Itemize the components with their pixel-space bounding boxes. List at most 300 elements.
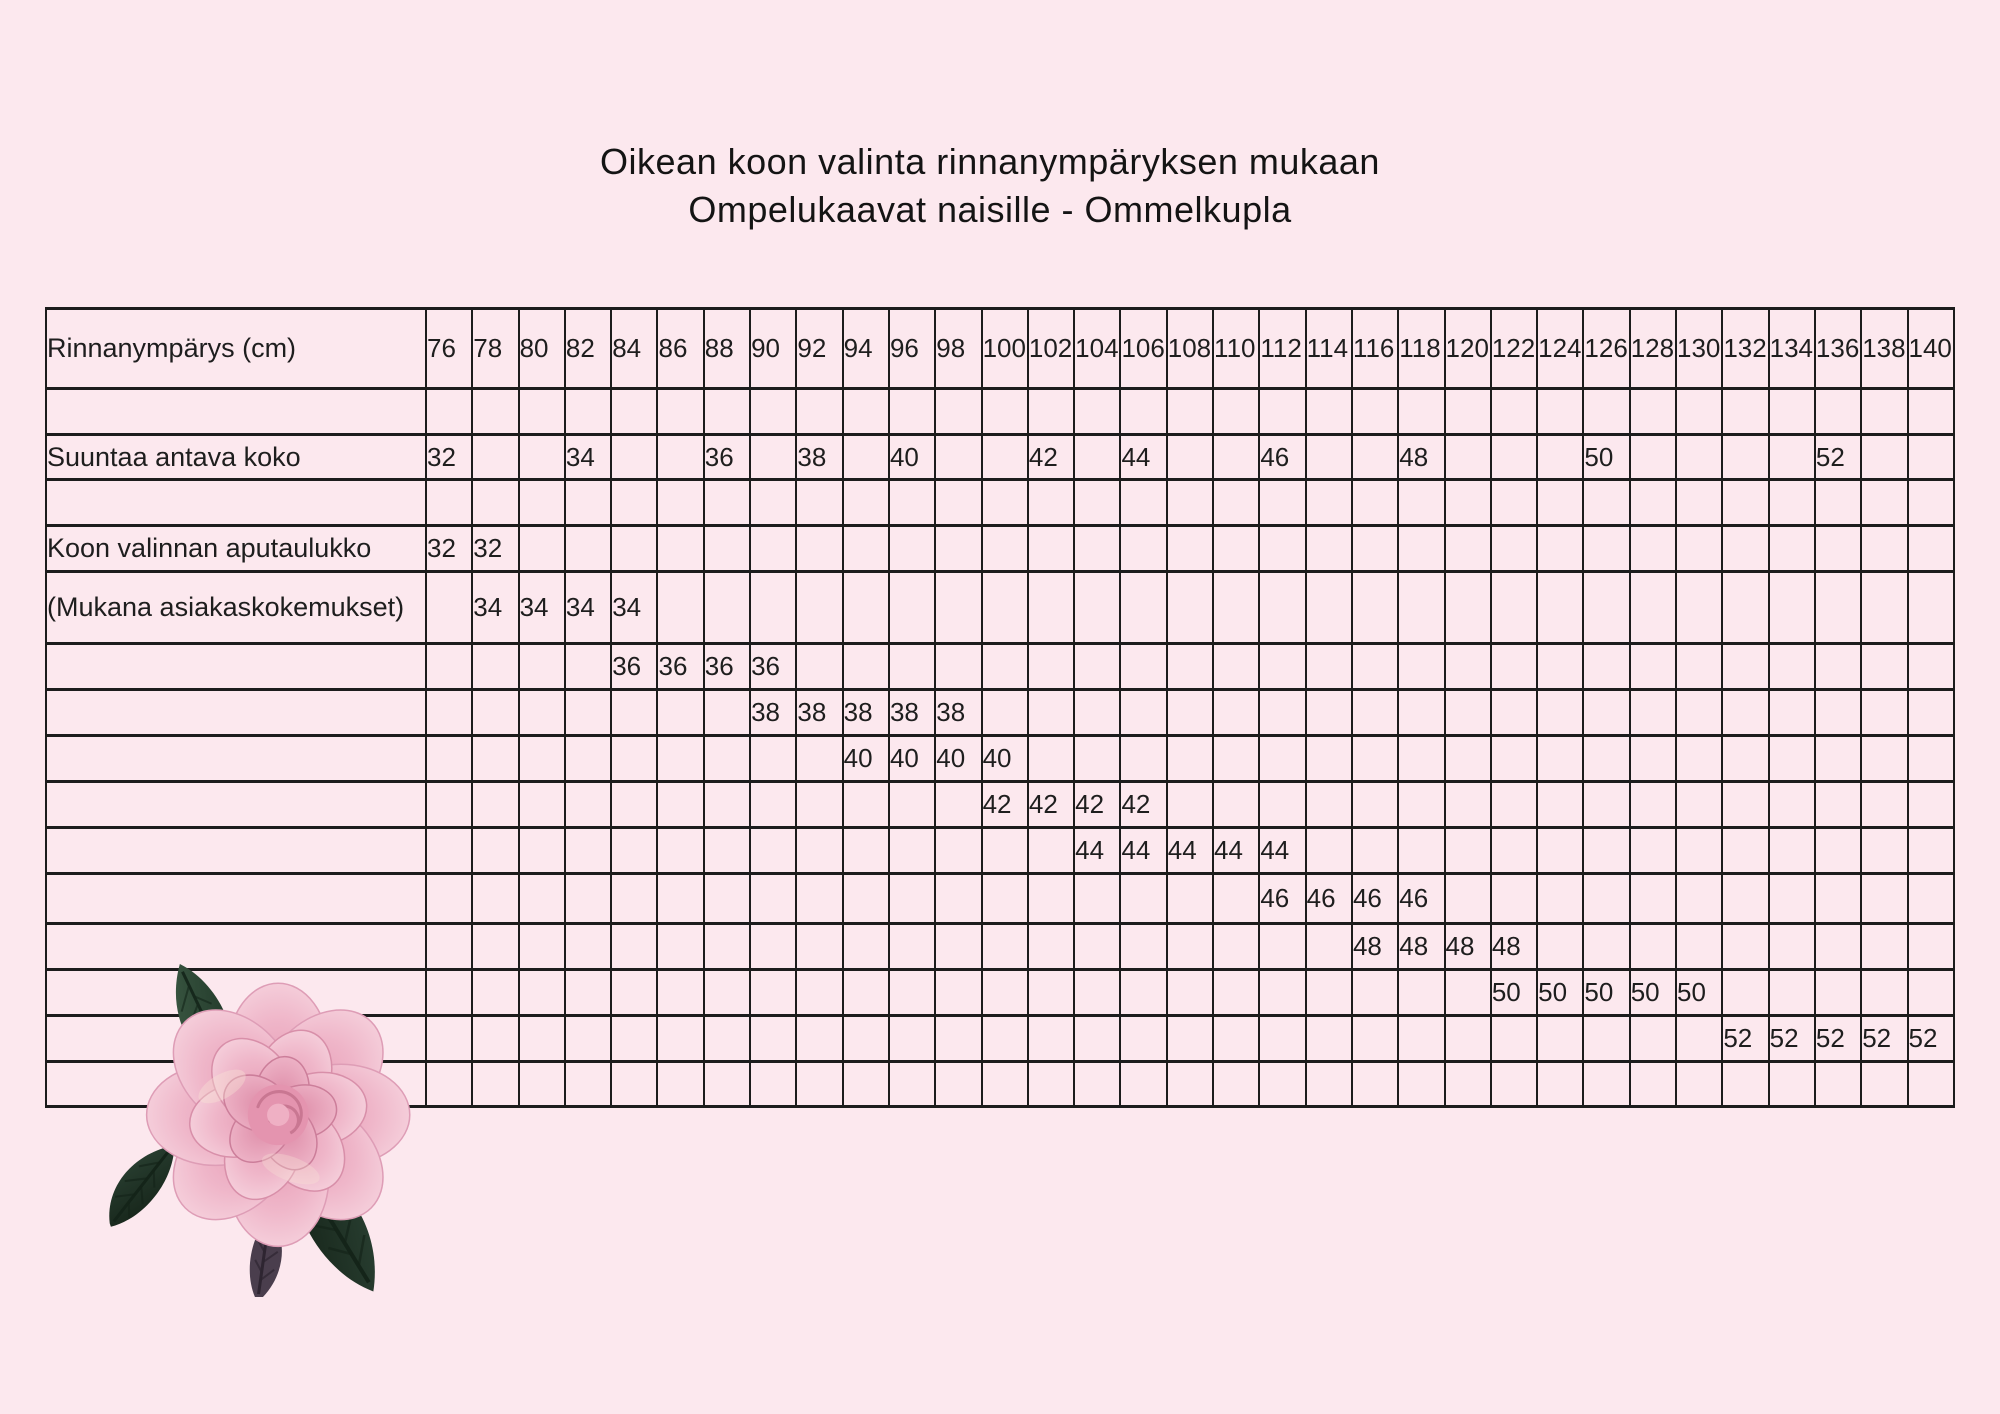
size-cell-96	[889, 480, 935, 526]
size-cell-90	[750, 435, 796, 480]
size-cell-138	[1861, 736, 1907, 782]
size-cell-78	[472, 924, 518, 970]
size-cell-128	[1630, 690, 1676, 736]
size-cell-124: 50	[1537, 970, 1583, 1016]
size-cell-92	[796, 970, 842, 1016]
size-cell-108	[1167, 526, 1213, 572]
size-cell-138	[1861, 389, 1907, 435]
size-cell-118	[1398, 970, 1444, 1016]
size-cell-88	[704, 828, 750, 874]
size-cell-110	[1213, 690, 1259, 736]
size-cell-110	[1213, 924, 1259, 970]
size-cell-122	[1491, 828, 1537, 874]
size-cell-80	[519, 828, 565, 874]
size-cell-128	[1630, 736, 1676, 782]
size-cell-124	[1537, 1062, 1583, 1107]
size-cell-84	[611, 1016, 657, 1062]
size-cell-88	[704, 480, 750, 526]
size-cell-120: 48	[1445, 924, 1491, 970]
size-cell-114	[1306, 526, 1352, 572]
size-cell-112	[1259, 572, 1305, 644]
size-cell-78: 32	[472, 526, 518, 572]
size-cell-80	[519, 389, 565, 435]
size-cell-130	[1676, 389, 1722, 435]
size-cell-120	[1445, 1016, 1491, 1062]
size-cell-86	[657, 970, 703, 1016]
bust-value-cell-76: 76	[426, 309, 472, 389]
size-cell-84	[611, 389, 657, 435]
size-cell-82	[565, 1062, 611, 1107]
table-row	[46, 480, 1954, 526]
size-cell-96	[889, 644, 935, 690]
size-cell-136	[1815, 690, 1861, 736]
size-cell-114	[1306, 480, 1352, 526]
size-cell-140	[1908, 924, 1954, 970]
size-cell-118	[1398, 1016, 1444, 1062]
bust-value-cell-140: 140	[1908, 309, 1954, 389]
size-cell-116: 46	[1352, 874, 1398, 924]
size-cell-114	[1306, 644, 1352, 690]
size-cell-126	[1583, 924, 1629, 970]
size-cell-120	[1445, 782, 1491, 828]
bust-value-cell-90: 90	[750, 309, 796, 389]
bust-value-cell-78: 78	[472, 309, 518, 389]
size-cell-94	[843, 526, 889, 572]
size-cell-78	[472, 644, 518, 690]
size-cell-132	[1722, 1062, 1768, 1107]
size-cell-134	[1769, 736, 1815, 782]
size-cell-108	[1167, 435, 1213, 480]
size-cell-80	[519, 782, 565, 828]
size-cell-82	[565, 526, 611, 572]
bust-value-cell-136: 136	[1815, 309, 1861, 389]
size-cell-90	[750, 526, 796, 572]
size-cell-120	[1445, 970, 1491, 1016]
size-cell-128	[1630, 435, 1676, 480]
size-cell-96	[889, 828, 935, 874]
size-cell-122: 50	[1491, 970, 1537, 1016]
size-cell-124	[1537, 644, 1583, 690]
size-cell-96	[889, 924, 935, 970]
size-cell-134: 52	[1769, 1016, 1815, 1062]
size-cell-80	[519, 480, 565, 526]
size-cell-128	[1630, 480, 1676, 526]
size-cell-96	[889, 1016, 935, 1062]
size-cell-130	[1676, 828, 1722, 874]
table-row	[46, 828, 1954, 874]
table-row	[46, 690, 1954, 736]
size-cell-94	[843, 480, 889, 526]
size-cell-108	[1167, 924, 1213, 970]
size-cell-120	[1445, 480, 1491, 526]
size-cell-88	[704, 1062, 750, 1107]
table-row	[46, 389, 1954, 435]
size-cell-114: 46	[1306, 874, 1352, 924]
size-cell-90: 36	[750, 644, 796, 690]
size-cell-78	[472, 435, 518, 480]
size-cell-92	[796, 1016, 842, 1062]
size-cell-96	[889, 526, 935, 572]
size-cell-128	[1630, 874, 1676, 924]
size-cell-92	[796, 389, 842, 435]
size-cell-126	[1583, 644, 1629, 690]
size-cell-100	[982, 874, 1028, 924]
bust-value-cell-92: 92	[796, 309, 842, 389]
size-cell-98	[935, 572, 981, 644]
table-row	[46, 874, 1954, 924]
size-cell-102	[1028, 828, 1074, 874]
size-cell-126	[1583, 736, 1629, 782]
size-cell-86	[657, 526, 703, 572]
size-cell-114	[1306, 736, 1352, 782]
size-cell-116	[1352, 526, 1398, 572]
bust-value-cell-80: 80	[519, 309, 565, 389]
size-cell-98	[935, 782, 981, 828]
table-row	[46, 309, 1954, 389]
size-cell-112	[1259, 480, 1305, 526]
size-cell-124	[1537, 924, 1583, 970]
size-cell-118: 48	[1398, 435, 1444, 480]
size-cell-78	[472, 782, 518, 828]
size-cell-134	[1769, 782, 1815, 828]
size-cell-106	[1120, 1062, 1166, 1107]
size-cell-90	[750, 389, 796, 435]
bust-value-cell-112: 112	[1259, 309, 1305, 389]
size-cell-92	[796, 782, 842, 828]
bust-value-cell-94: 94	[843, 309, 889, 389]
size-cell-92	[796, 526, 842, 572]
bust-value-cell-96: 96	[889, 309, 935, 389]
size-cell-86: 36	[657, 644, 703, 690]
size-cell-92	[796, 828, 842, 874]
size-cell-100	[982, 690, 1028, 736]
size-cell-126	[1583, 690, 1629, 736]
size-cell-122	[1491, 526, 1537, 572]
size-cell-100	[982, 572, 1028, 644]
size-cell-140: 52	[1908, 1016, 1954, 1062]
row-label	[46, 874, 426, 924]
size-cell-84	[611, 828, 657, 874]
size-cell-78	[472, 874, 518, 924]
bust-value-cell-114: 114	[1306, 309, 1352, 389]
size-cell-124	[1537, 874, 1583, 924]
size-cell-112	[1259, 1062, 1305, 1107]
size-cell-110	[1213, 644, 1259, 690]
size-cell-82	[565, 644, 611, 690]
size-cell-98	[935, 1062, 981, 1107]
size-cell-122	[1491, 435, 1537, 480]
size-cell-94	[843, 1016, 889, 1062]
size-cell-84	[611, 526, 657, 572]
size-cell-122	[1491, 736, 1537, 782]
size-cell-102	[1028, 480, 1074, 526]
size-cell-82	[565, 389, 611, 435]
size-cell-76: 32	[426, 435, 472, 480]
size-cell-108	[1167, 736, 1213, 782]
size-cell-122	[1491, 389, 1537, 435]
size-cell-78	[472, 970, 518, 1016]
size-cell-96	[889, 970, 935, 1016]
size-cell-76	[426, 782, 472, 828]
size-cell-86	[657, 690, 703, 736]
size-cell-90	[750, 970, 796, 1016]
size-cell-138	[1861, 782, 1907, 828]
bust-value-cell-82: 82	[565, 309, 611, 389]
size-cell-100	[982, 480, 1028, 526]
size-cell-132	[1722, 435, 1768, 480]
size-cell-90	[750, 736, 796, 782]
size-cell-86	[657, 1016, 703, 1062]
size-cell-112	[1259, 389, 1305, 435]
size-cell-116	[1352, 782, 1398, 828]
size-cell-98	[935, 480, 981, 526]
size-cell-122	[1491, 1062, 1537, 1107]
size-cell-120	[1445, 874, 1491, 924]
size-cell-138	[1861, 480, 1907, 526]
size-cell-134	[1769, 924, 1815, 970]
size-cell-86	[657, 389, 703, 435]
size-cell-82	[565, 690, 611, 736]
size-cell-106	[1120, 924, 1166, 970]
size-cell-90	[750, 1016, 796, 1062]
bust-value-cell-108: 108	[1167, 309, 1213, 389]
size-cell-136	[1815, 1062, 1861, 1107]
bust-value-cell-120: 120	[1445, 309, 1491, 389]
size-cell-100	[982, 828, 1028, 874]
size-cell-110	[1213, 1062, 1259, 1107]
size-cell-104	[1074, 736, 1120, 782]
size-cell-124	[1537, 828, 1583, 874]
size-cell-108	[1167, 690, 1213, 736]
size-cell-94	[843, 1062, 889, 1107]
size-cell-92: 38	[796, 690, 842, 736]
row-label	[46, 828, 426, 874]
bust-value-cell-132: 132	[1722, 309, 1768, 389]
size-cell-110	[1213, 435, 1259, 480]
size-cell-138	[1861, 690, 1907, 736]
title-line-1: Oikean koon valinta rinnanympäryksen mukaan	[600, 141, 1380, 182]
size-cell-108	[1167, 644, 1213, 690]
size-cell-108	[1167, 1062, 1213, 1107]
size-cell-106: 44	[1120, 828, 1166, 874]
row-label: Koon valinnan aputaulukko	[46, 526, 426, 572]
size-cell-106	[1120, 874, 1166, 924]
size-cell-116	[1352, 828, 1398, 874]
size-cell-114	[1306, 924, 1352, 970]
size-cell-102	[1028, 389, 1074, 435]
row-label: Suuntaa antava koko	[46, 435, 426, 480]
size-cell-86	[657, 435, 703, 480]
size-cell-110	[1213, 874, 1259, 924]
size-cell-132	[1722, 828, 1768, 874]
size-cell-122	[1491, 690, 1537, 736]
size-cell-84	[611, 782, 657, 828]
size-cell-106: 44	[1120, 435, 1166, 480]
size-cell-78	[472, 1062, 518, 1107]
size-cell-118	[1398, 1062, 1444, 1107]
size-cell-76: 32	[426, 526, 472, 572]
size-cell-96: 40	[889, 435, 935, 480]
size-cell-86	[657, 924, 703, 970]
size-cell-124	[1537, 435, 1583, 480]
size-cell-130	[1676, 572, 1722, 644]
size-cell-124	[1537, 736, 1583, 782]
size-cell-128	[1630, 526, 1676, 572]
size-cell-136	[1815, 644, 1861, 690]
size-cell-90	[750, 874, 796, 924]
size-cell-94	[843, 970, 889, 1016]
size-cell-82	[565, 874, 611, 924]
size-cell-114	[1306, 1016, 1352, 1062]
size-cell-88	[704, 572, 750, 644]
size-cell-94	[843, 435, 889, 480]
bust-value-cell-116: 116	[1352, 309, 1398, 389]
size-cell-116	[1352, 970, 1398, 1016]
size-cell-96	[889, 874, 935, 924]
size-cell-130	[1676, 690, 1722, 736]
size-cell-110	[1213, 736, 1259, 782]
size-cell-104	[1074, 389, 1120, 435]
size-cell-124	[1537, 389, 1583, 435]
bust-value-cell-86: 86	[657, 309, 703, 389]
title-line-2: Ompelukaavat naisille - Ommelkupla	[688, 189, 1292, 230]
size-cell-120	[1445, 644, 1491, 690]
size-cell-122	[1491, 782, 1537, 828]
size-cell-132	[1722, 389, 1768, 435]
size-cell-80	[519, 1016, 565, 1062]
size-cell-136	[1815, 828, 1861, 874]
size-cell-112	[1259, 690, 1305, 736]
size-cell-112	[1259, 736, 1305, 782]
size-cell-84	[611, 924, 657, 970]
size-cell-126	[1583, 526, 1629, 572]
size-cell-94	[843, 389, 889, 435]
size-cell-122	[1491, 644, 1537, 690]
size-cell-132	[1722, 874, 1768, 924]
size-cell-132	[1722, 736, 1768, 782]
size-cell-76	[426, 736, 472, 782]
size-cell-76	[426, 690, 472, 736]
size-cell-138	[1861, 874, 1907, 924]
size-cell-108	[1167, 1016, 1213, 1062]
rose-illustration	[108, 963, 416, 1297]
size-cell-134	[1769, 1062, 1815, 1107]
size-cell-88: 36	[704, 435, 750, 480]
size-cell-136	[1815, 970, 1861, 1016]
size-cell-124	[1537, 572, 1583, 644]
size-cell-130	[1676, 874, 1722, 924]
size-cell-138	[1861, 1062, 1907, 1107]
size-cell-120	[1445, 389, 1491, 435]
size-cell-132: 52	[1722, 1016, 1768, 1062]
size-cell-84: 34	[611, 572, 657, 644]
size-cell-104	[1074, 435, 1120, 480]
size-cell-102	[1028, 924, 1074, 970]
size-cell-116	[1352, 572, 1398, 644]
size-cell-118	[1398, 782, 1444, 828]
size-cell-98	[935, 526, 981, 572]
size-cell-112	[1259, 526, 1305, 572]
size-cell-120	[1445, 526, 1491, 572]
size-cell-112: 44	[1259, 828, 1305, 874]
size-cell-84	[611, 736, 657, 782]
size-cell-136	[1815, 924, 1861, 970]
size-cell-102	[1028, 644, 1074, 690]
size-cell-78	[472, 828, 518, 874]
size-cell-140	[1908, 828, 1954, 874]
size-cell-114	[1306, 782, 1352, 828]
size-cell-88	[704, 970, 750, 1016]
size-cell-136: 52	[1815, 1016, 1861, 1062]
size-cell-110	[1213, 572, 1259, 644]
size-cell-88	[704, 874, 750, 924]
size-cell-138	[1861, 572, 1907, 644]
size-cell-108	[1167, 874, 1213, 924]
bust-value-cell-130: 130	[1676, 309, 1722, 389]
size-cell-82	[565, 782, 611, 828]
size-cell-98	[935, 924, 981, 970]
size-cell-92	[796, 572, 842, 644]
size-cell-106	[1120, 970, 1166, 1016]
size-cell-86	[657, 572, 703, 644]
size-cell-112	[1259, 924, 1305, 970]
size-cell-134	[1769, 644, 1815, 690]
size-cell-94: 38	[843, 690, 889, 736]
size-cell-102	[1028, 970, 1074, 1016]
size-cell-104	[1074, 1062, 1120, 1107]
size-cell-100	[982, 1062, 1028, 1107]
size-cell-126	[1583, 389, 1629, 435]
size-cell-88	[704, 389, 750, 435]
size-cell-140	[1908, 1062, 1954, 1107]
size-cell-138	[1861, 435, 1907, 480]
size-cell-118	[1398, 644, 1444, 690]
size-cell-94	[843, 782, 889, 828]
bust-value-cell-128: 128	[1630, 309, 1676, 389]
size-cell-136	[1815, 480, 1861, 526]
size-cell-114	[1306, 389, 1352, 435]
row-label	[46, 782, 426, 828]
bust-value-cell-124: 124	[1537, 309, 1583, 389]
size-cell-84	[611, 970, 657, 1016]
size-cell-136: 52	[1815, 435, 1861, 480]
size-cell-130	[1676, 526, 1722, 572]
size-cell-112	[1259, 970, 1305, 1016]
size-cell-124	[1537, 782, 1583, 828]
size-cell-130	[1676, 480, 1722, 526]
size-cell-116	[1352, 1016, 1398, 1062]
size-cell-100	[982, 924, 1028, 970]
size-cell-90	[750, 924, 796, 970]
size-cell-80	[519, 736, 565, 782]
size-cell-104	[1074, 970, 1120, 1016]
size-cell-98	[935, 874, 981, 924]
size-cell-118	[1398, 389, 1444, 435]
size-cell-102: 42	[1028, 782, 1074, 828]
size-cell-114	[1306, 1062, 1352, 1107]
size-cell-90	[750, 1062, 796, 1107]
size-cell-110	[1213, 782, 1259, 828]
size-cell-108	[1167, 389, 1213, 435]
size-cell-116	[1352, 435, 1398, 480]
size-cell-138	[1861, 526, 1907, 572]
table-row	[46, 782, 1954, 828]
size-cell-134	[1769, 970, 1815, 1016]
size-cell-118	[1398, 480, 1444, 526]
bust-value-cell-84: 84	[611, 309, 657, 389]
size-cell-134	[1769, 572, 1815, 644]
size-cell-102	[1028, 874, 1074, 924]
